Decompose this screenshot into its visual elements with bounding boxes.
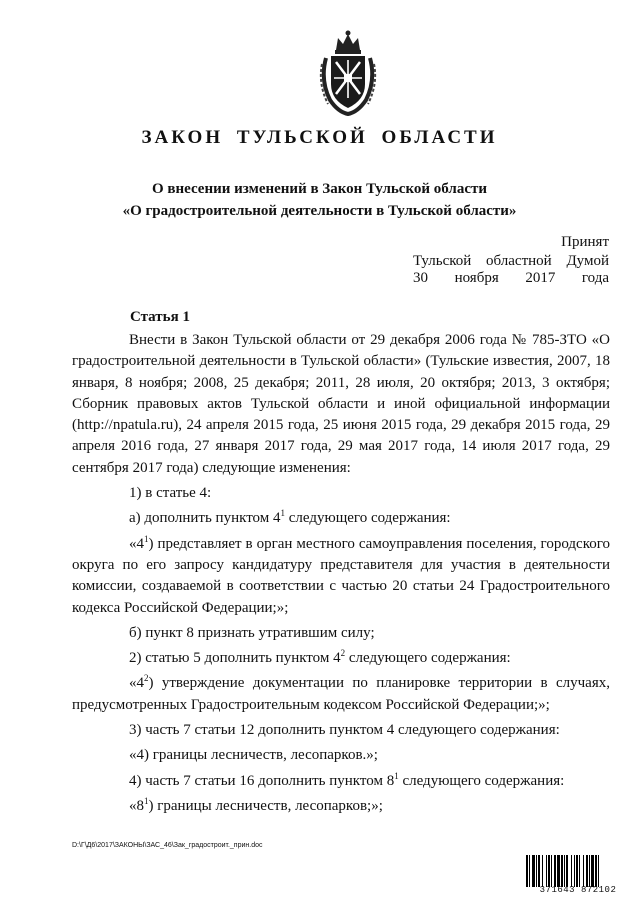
accepted-date <box>413 270 609 287</box>
paragraph: «$4^2$) утверждение документации по планировке территории в случаях, предусмотренных Градостроительным кодексом Российской Федерации;»; <box>72 673 610 713</box>
barcode-bar <box>557 855 560 887</box>
paragraph: «$4^1$) представляет в орган местного самоуправления поселения, городского округа по его запросу кандидатуру представителя для участия в деятельности комиссии, создаваемой в соответствии с частью 20 статьи 24 Градостроительного кодекса Российской Федерации;»; <box>72 533 610 616</box>
barcode-bar <box>561 855 563 887</box>
paragraph: «4) границы лесничеств, лесопарков.»; <box>129 747 378 764</box>
accepted-word: 30 <box>413 270 428 286</box>
paragraph: а) дополнить пунктом $4^1$ следующего содержания: <box>129 508 451 527</box>
paragraph: 2) статью 5 дополнить пунктом $4^2$ следующего содержания: <box>129 648 511 667</box>
barcode-bar <box>536 855 537 887</box>
barcode-number: 371643 872102 <box>539 885 617 895</box>
accepted-word: областной <box>486 253 552 269</box>
barcode-bar <box>591 855 594 887</box>
barcode-bar <box>538 855 540 887</box>
law-title: ЗАКОН ТУЛЬСКОЙ ОБЛАСТИ <box>141 127 498 148</box>
accepted-word: ноября <box>454 270 499 286</box>
barcode-bar <box>566 855 568 887</box>
barcode-bar <box>526 855 528 887</box>
paragraph: 4) часть 7 статьи 16 дополнить пунктом $8^1$ следующего содержания: <box>129 770 565 789</box>
barcode-bar <box>576 855 578 887</box>
barcode-bar <box>554 855 556 887</box>
barcode-bar <box>529 855 530 887</box>
barcode-bar <box>571 855 572 887</box>
article-heading: Статья 1 <box>130 309 190 325</box>
accepted-word: Тульской <box>413 253 472 269</box>
barcode-bar <box>546 855 547 887</box>
law-subtitle-line2: «О градостроительной деятельности в Тульской области» <box>122 203 517 219</box>
file-path: D:\Г\Д6\2017\ЗАКОНЫ\ЗАС_46\Зак_градостроит._прин.doc <box>72 842 263 849</box>
accepted-word: 2017 <box>525 270 556 286</box>
coat-of-arms-icon <box>316 28 380 116</box>
barcode-bar <box>595 855 597 887</box>
accepted-word: года <box>581 270 610 286</box>
paragraph: 3) часть 7 статьи 12 дополнить пунктом 4 следующего содержания: <box>129 722 560 739</box>
paragraph: Внести в Закон Тульской области от 29 декабря 2006 года № 785-ЗТО «О градостроительной деятельности в Тульской области» (Тульские известия, 2007, 18 января, 8 ноября; 2008, 25 декабря; 2011, 28 июля, 20 октября; 2013, 3 октября; Сборник правовых актов Тульской области и иной официальной информации (http://npatula.ru), 24 апреля 2015 года, 25 июня 2015 года, 29 декабря 2015 года, 29 апреля 2016 года, 27 января 2017 года, 29 мая 2017 года, 14 июля 2017 года, 29 сентября 2017 года) следующие изменения: <box>72 332 610 476</box>
barcode-bar <box>586 855 588 887</box>
barcode-bar <box>532 855 535 887</box>
barcode-bar <box>598 855 599 887</box>
barcode-bar <box>589 855 590 887</box>
barcode-bar <box>551 855 552 887</box>
paragraph: «$8^1$) границы лесничеств, лесопарков;»; <box>129 795 383 814</box>
accepted-word: Думой <box>566 253 609 269</box>
barcode-bar <box>583 855 584 887</box>
barcode-bar <box>574 855 575 887</box>
paragraph: б) пункт 8 признать утратившим силу; <box>129 624 375 641</box>
barcode-bar <box>542 855 543 887</box>
accepted-by-duma <box>413 253 609 270</box>
barcode-bar <box>564 855 565 887</box>
barcode-bar <box>579 855 580 887</box>
barcode-bar <box>548 855 550 887</box>
law-subtitle-line1: О внесении изменений в Закон Тульской области <box>151 181 488 197</box>
barcode-icon <box>526 855 630 887</box>
paragraph: 1) в статье 4: <box>129 485 212 502</box>
article-body <box>72 330 610 821</box>
accepted-label: Принят <box>561 234 609 250</box>
